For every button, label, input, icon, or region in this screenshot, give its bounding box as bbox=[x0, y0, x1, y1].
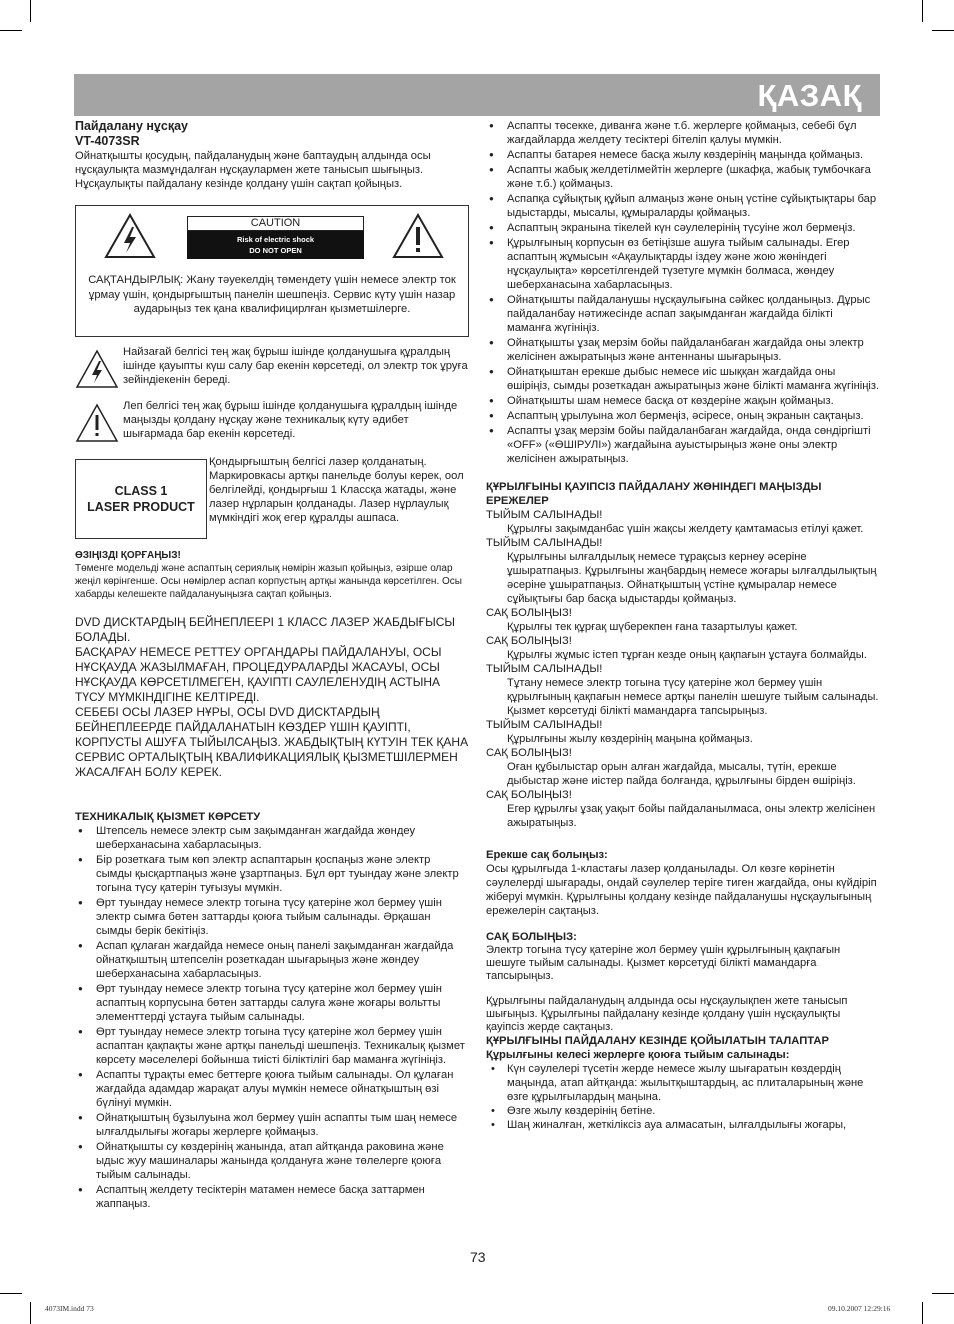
list-item: ● Ойнатқышты шам немесе басқа от көздеріне жақын қоймаңыз. bbox=[486, 394, 880, 408]
list-item: ● Штепсель немесе электр сым зақымданған жағдайда жөндеу шеберханасына хабарласыңыз. bbox=[75, 824, 469, 852]
laser-product-section bbox=[75, 455, 469, 541]
laser-product-label bbox=[75, 459, 207, 539]
crop-mark bbox=[30, 0, 31, 22]
list-item: • Өзге жылу көздерінің бетіне. bbox=[486, 1104, 880, 1118]
list-item: ● Аспапты төсекке, диванға және т.б. жерлерге қоймаңыз, себебі бұл жағдайларда желдету тесіктері бітеліп қалуы мүмкін. bbox=[486, 119, 880, 147]
manual-title: Пайдалану нұсқау bbox=[75, 119, 188, 133]
rule-block bbox=[486, 718, 880, 746]
lightning-note-text: Найзағай белгісі тең жақ бұрыш ішінде қолданушыға құралдың ішінде қауыпты күш салу бар екенін көрсетеді, ол электр ток ұруға зейіндіекенін береді. bbox=[123, 346, 468, 386]
shock-warning-label bbox=[187, 231, 364, 259]
intro-text: Ойнатқышты қосудың, пайдаланудың және баптаудың алдында осы нұсқаулықта мазмұндалған нұсқаулармен жете танысып шығыңыз. Нұсқаулықты пайдалану кезінде қолдану үшін сақтап қойыңыз. bbox=[75, 150, 431, 190]
list-item: ● Бір розеткаға тым көп электр аспаптарын қоспаңыз және электр сымды қысқартпаңыз және ұзартпаңыз. Бұл өрт туындау және электр тогына түсу қатерін туғызуы мүмкін. bbox=[75, 853, 469, 895]
list-item: • Шаң жиналған, жеткіліксіз ауа алмасатын, ылғалдылығы жоғары, bbox=[486, 1118, 880, 1132]
rule-block bbox=[486, 606, 880, 634]
language-header-bar bbox=[74, 74, 880, 116]
list-item: ● Өрт туындау немесе электр тогына түсу қатеріне жол бермеу үшін аспаптан қақпақты және артқы панельді шешпеңіз. Техникалық қызмет көрсету мәселелері бойынша тиісті біліктілігі бар маманға жүгініңіз. bbox=[75, 1025, 469, 1067]
exclamation-symbol-note bbox=[75, 399, 469, 441]
rules-title: ҚҰРЫЛҒЫНЫ ҚАУІПСІЗ ПАЙДАЛАНУ ЖӨНІНДЕГІ МАҢЫЗДЫ ЕРЕЖЕЛЕР bbox=[486, 481, 822, 507]
crop-mark bbox=[932, 1293, 954, 1294]
page-number: 73 bbox=[470, 1249, 486, 1265]
list-item: ● Аспап құлаған жағдайда немесе оның панелі зақымданған жағдайда ойнатқыштың штепселін розеткадан шығарыңыз және жөндеу шеберханасына хабарласыңыз. bbox=[75, 939, 469, 981]
list-item: ● Құрылғының корпусын өз бетіңізше ашуға тыйым салынады. Егер аспаптың жұмысын «Ақаулықтарды іздеу және жою жөніндегі нұсқаулықта» көрсетілгендей түзетуге мүмкін болмаса, жөндеу шеберханасына хабарласыңыз. bbox=[486, 236, 880, 292]
shock-warning-line2: DO NOT OPEN bbox=[249, 246, 302, 255]
special-text: Осы құрылғыда 1-кластағы лазер қолданылады. Ол көзге көрінетін сәулелерді шығарады, ондай сәулелер теріге тиген жағдайда, оны күйдіріп жіберуі мүмкін. Құрылғыны қолдану кезінде пайдаланушы нұсқаулығының ережелерін сақтаңыз. bbox=[486, 863, 877, 917]
requirements-title: ҚҰРЫЛҒЫНЫ ПАЙДАЛАНУ КЕЗІНДЕ ҚОЙЫЛАТЫН ТАЛАПТАР bbox=[486, 1035, 829, 1047]
list-item: ● Өрт туындау немесе электр тогына түсу қатеріне жол бермеу үшін аспаптың корпусына бөтен заттарды салуға және жоғары вольтты элементтерді ұстауға тыйым салынады. bbox=[75, 982, 469, 1024]
list-item: ● Аспаптың ұрылуына жол бермеңіз, әсіресе, оның экранын сақтаңыз. bbox=[486, 409, 880, 423]
exclamation-warning-icon bbox=[392, 213, 444, 259]
protect-text: Төменге модельді және аспаптың сериялық нөмірін жазып қойыңыз, әзірше олар жеңіл көрінгенше. Осы нөмірлер аспап корпустың артқы жанында көрсетілген. Осы хабарды келешекте пайдалануыңызға сақтап қойыңыз. bbox=[75, 563, 462, 600]
list-item: ● Аспапты ұзақ мерзім бойы пайдаланбаған жағдайда, онда сөндіргішті «OFF» («ӨШІРУЛІ») жағдайына ауыстырыңыз және оны электр желісінен ажыратыңыз. bbox=[486, 424, 880, 466]
careful-title: САҚ БОЛЫҢЫЗ: bbox=[486, 931, 577, 943]
rule-text: Құрылғы тек құрғақ шүберекпен ғана тазартылуы қажет. bbox=[507, 621, 798, 633]
crop-mark bbox=[0, 30, 22, 31]
rule-text: Құрылғыны ылғалдылық немесе тұрақсыз кернеу әсеріне ұшыратпаңыз. Құрылғыны жаңбардың немесе жоғары ылғалдылықтың әсеріне ұшыратпаңыз. Ойнатқыштың үстіне құмыралар немесе сұйықтығы бар басқа ыдыстарды қоймаңыз. bbox=[507, 551, 877, 605]
model-number: VT-4073SR bbox=[75, 134, 140, 148]
rule-text: Егер құрылғы ұзақ уақыт бойы пайдаланылмаса, оны электр желісінен ажыратыңыз. bbox=[507, 803, 876, 829]
laser-text: Қондырғыштың белгісі лазер қолданатың. Маркировкасы артқы панельде болуы керек, оол белгілейді, қондырғыш 1 Классқа жатады, жәнe лазер нұрларын қолданады. Лазер нұрлаулық мүмкіндігі жоқ егер құралды ашпаса. bbox=[209, 456, 464, 524]
shock-warning-line1: Risk of electric shock bbox=[236, 235, 315, 244]
rule-text: Құрылғы жұмыс істеп тұрған кезде оның қақпағын ұстауға болмайды. bbox=[507, 649, 867, 661]
rule-heading: ТЫЙЫМ САЛЫНАДЫ! bbox=[486, 719, 603, 731]
rule-heading: САҚ БОЛЫҢЫЗ! bbox=[486, 607, 572, 619]
list-item: ● Аспапты батарея немесе басқа жылу көздерінің маңында қоймаңыз. bbox=[486, 148, 880, 162]
exclamation-icon bbox=[75, 403, 119, 443]
placement-list bbox=[486, 119, 880, 466]
list-item: ● Аспапты тұрақты емес беттерге қоюға тыйым салынады. Ол құлаған жағдайда адамдар жарақат алуы мүмкін немесе ойнатқыштың өзі бүлінуі мүмкін. bbox=[75, 1068, 469, 1110]
list-item: ● Ойнатқыштан ерекше дыбыс немесе иіс шыққан жағдайда оны өшіріңіз, сымды розеткадан ажыратыңыз және білікті маманға жүгініңіз. bbox=[486, 365, 880, 393]
left-column bbox=[75, 119, 469, 1212]
rule-block bbox=[486, 634, 880, 662]
crop-mark bbox=[922, 1302, 923, 1324]
list-item: ● Аспаптың желдету тесіктерін матамен немесе басқа заттармен жаппаңыз. bbox=[75, 1183, 469, 1211]
rule-heading: САҚ БОЛЫҢЫЗ! bbox=[486, 789, 572, 801]
special-title: Ерекше сақ болыңыз: bbox=[486, 849, 608, 861]
lightning-icon bbox=[75, 349, 119, 389]
requirements-list bbox=[486, 1062, 880, 1132]
rule-block bbox=[486, 788, 880, 830]
lightning-warning-icon bbox=[104, 213, 156, 259]
rule-heading: САҚ БОЛЫҢЫЗ! bbox=[486, 747, 572, 759]
list-item: ● Ойнатқышты пайдаланушы нұсқаулығына сәйкес қолданыңыз. Дұрыс пайдаланбау нәтижесінде аспап зақымданған жағдайда білікті маманға жүгініңіз. bbox=[486, 293, 880, 335]
caps-paragraph-1: DVD ДИСКТАРДЫҢ БЕЙНЕПЛЕЕРІ 1 КЛАСС ЛАЗЕР ЖАБДЫҒЫСЫ БОЛАДЫ. bbox=[75, 615, 456, 644]
list-item: ● Ойнатқышты су көздерінің жанында, атап айтқанда раковина және ыдыс жуу машиналары жанында қолдануға және төлелерге қоюға тыйым салынады. bbox=[75, 1140, 469, 1182]
list-item: ● Аспапты жабық желдетілмейтін жерлерге (шкафқа, жабық тумбочкаға және т.б.) қоймаңыз. bbox=[486, 163, 880, 191]
list-item: ● Ойнатқышты ұзақ мерзім бойы пайдаланбаған жағдайда оны электр желісінен ажыратыңыз және антеннаны шығарыңыз. bbox=[486, 336, 880, 364]
service-title: ТЕХНИКАЛЫҚ ҚЫЗМЕТ КӨРСЕТУ bbox=[75, 811, 261, 823]
rule-text: Тұтану немесе электр тогына түсу қатеріне жол бермеу үшін құрылғының қақпағын немесе артқы панелін шешуге тыйым салынады. Қызмет көрсетуді білікті мамандарға тапсырыңыз. bbox=[507, 677, 879, 717]
language-title: ҚАЗАҚ bbox=[757, 78, 862, 113]
crop-mark bbox=[922, 0, 923, 22]
requirements-subtitle: Құрылғыны келесі жерлерге қоюға тыйым салынады: bbox=[486, 1049, 790, 1061]
rule-block bbox=[486, 536, 880, 606]
caps-paragraph-2: БАСҚАРАУ НЕМЕСЕ РЕТТЕУ ОРГАНДАРЫ ПАЙДАЛАНУЫ, ОСЫ НҰСҚАУДА ЖАЗЫЛМАҒАН, ПРОЦЕДУРАЛАРДЫ ЖАСАУЫ, ОСЫ НҰСҚАУДА КӨРСЕТІЛМЕГЕН, ҚАУІПТІ САУЛЕЛЕНУДІҢ АСТЫНА ТҮСУ МҮМКІНДІГІНЕ КЕЛТІРЕДІ. bbox=[75, 645, 442, 704]
caps-paragraph-3: СЕБЕБІ ОСЫ ЛАЗЕР НҰРЫ, ОСЫ DVD ДИСКТАРДЫҢ БЕЙНЕПЛЕЕРДЕ ПАЙДАЛАНАТЫН КӨЗДЕР ҮШІН ҚАУІПТІ, КОРПУСТЫ АШУҒА ТЫЙЫЛСАҢЫЗ. ЖАБДЫҚТЫҢ КҮТУІН ТЕК ҚАНА СЕРВИС ОРТАЛЫҚТЫҢ КВАЛИФИКАЦИЯЛЫҚ ҚЫЗМЕТШІЛЕРМЕН ЖАСАЛҒАН БОЛУ КЕРЕК. bbox=[75, 705, 469, 779]
list-item: • Күн сәулелері түсетін жерде немесе жылу шығаратын көздердің маңында, атап айтқанда: жылытқыштардың, ас плиталарының және өзге құрылғылардың маңына. bbox=[486, 1062, 880, 1104]
protect-title: ӨЗІҢІЗДІ ҚОРҒАҢЫЗ! bbox=[75, 550, 181, 561]
laser-class: CLASS 1 bbox=[114, 484, 168, 498]
crop-mark bbox=[932, 30, 954, 31]
caution-panel bbox=[75, 205, 469, 337]
lightning-symbol-note bbox=[75, 345, 469, 387]
list-item: ● Өрт туындау немесе электр тогына түсу қатеріне жол бермеу үшін электр сымға бөтен заттарды қоюға тыйым салынады. Әрқашан сымды берік бекітіңіз. bbox=[75, 896, 469, 938]
laser-product: LASER PRODUCT bbox=[87, 500, 195, 514]
exclamation-note-text: Леп белгісі тең жақ бұрыш ішінде қолданушыға құралдың ішінде маңызды қолдану нұсқау және техникалық күту әдибет шығармада бар екенін көрсетеді. bbox=[123, 400, 458, 440]
crop-mark bbox=[0, 1293, 22, 1294]
footer-file-info: 4073IM.indd 73 bbox=[45, 1304, 94, 1313]
careful-text: Электр тогына түсу қатеріне жол бермеу үшін құрылғының қақпағын шешуге тыйым салынады. Қызмет көрсетуді білікті мамандарға тапсырыңыз. bbox=[486, 944, 841, 982]
rule-block bbox=[486, 508, 880, 536]
caution-label: CAUTION bbox=[187, 216, 364, 231]
footer-timestamp: 09.10.2007 12:29:16 bbox=[828, 1304, 891, 1313]
right-column bbox=[486, 119, 880, 1132]
caution-text: САҚТАНДЫРЛЫҚ: Жану тәуекелдің төмендету үшін немесе электр ток ұрмау үшін, қондырғыштың панелін шешпеңіз. Сервис күту үшін назар аударыңыз тек қана квалифицирлған қызметшілерге. bbox=[88, 274, 456, 315]
service-list bbox=[75, 824, 469, 1211]
rule-block bbox=[486, 746, 880, 788]
read-manual-text: Құрылғыны пайдаланудың алдында осы нұсқаулықпен жете танысып шығыңыз. Құрылғыны пайдалану кезінде қолдану үшін нұсқаулықты қауіпсіз жерде сақтаңыз. bbox=[486, 995, 848, 1033]
rule-heading: САҚ БОЛЫҢЫЗ! bbox=[486, 635, 572, 647]
rule-text: Құрылғыны жылу көздерінің маңына қоймаңыз. bbox=[507, 733, 753, 745]
rule-heading: ТЫЙЫМ САЛЫНАДЫ! bbox=[486, 509, 603, 521]
list-item: ● Аспаптың экранына тікелей күн сәулелерінің түсуіне жол бермеңіз. bbox=[486, 221, 880, 235]
crop-mark bbox=[30, 1302, 31, 1324]
list-item: ● Ойнатқыштың бұзылуына жол бермеу үшін аспапты тым шаң немесе ылғалдылығы жоғары жерлерге қоймаңыз. bbox=[75, 1111, 469, 1139]
rule-block bbox=[486, 662, 880, 718]
rule-heading: ТЫЙЫМ САЛЫНАДЫ! bbox=[486, 663, 603, 675]
rule-text: Құрылғы зақымданбас үшін жақсы желдету қамтамасыз етілуі қажет. bbox=[507, 523, 864, 535]
rule-text: Оған құбылыстар орын алған жағдайда, мысалы, түтін, ерекше дыбыстар және иістер пайда болғанда, құрылғыны бірден өшіріңіз. bbox=[507, 761, 856, 787]
list-item: ● Аспапқа сұйықтық құйып алмаңыз және оның үстіне сұйықтықтары бар ыдыстарды, мысалы, құмыраларды қоймаңыз. bbox=[486, 192, 880, 220]
rule-heading: ТЫЙЫМ САЛЫНАДЫ! bbox=[486, 537, 603, 549]
